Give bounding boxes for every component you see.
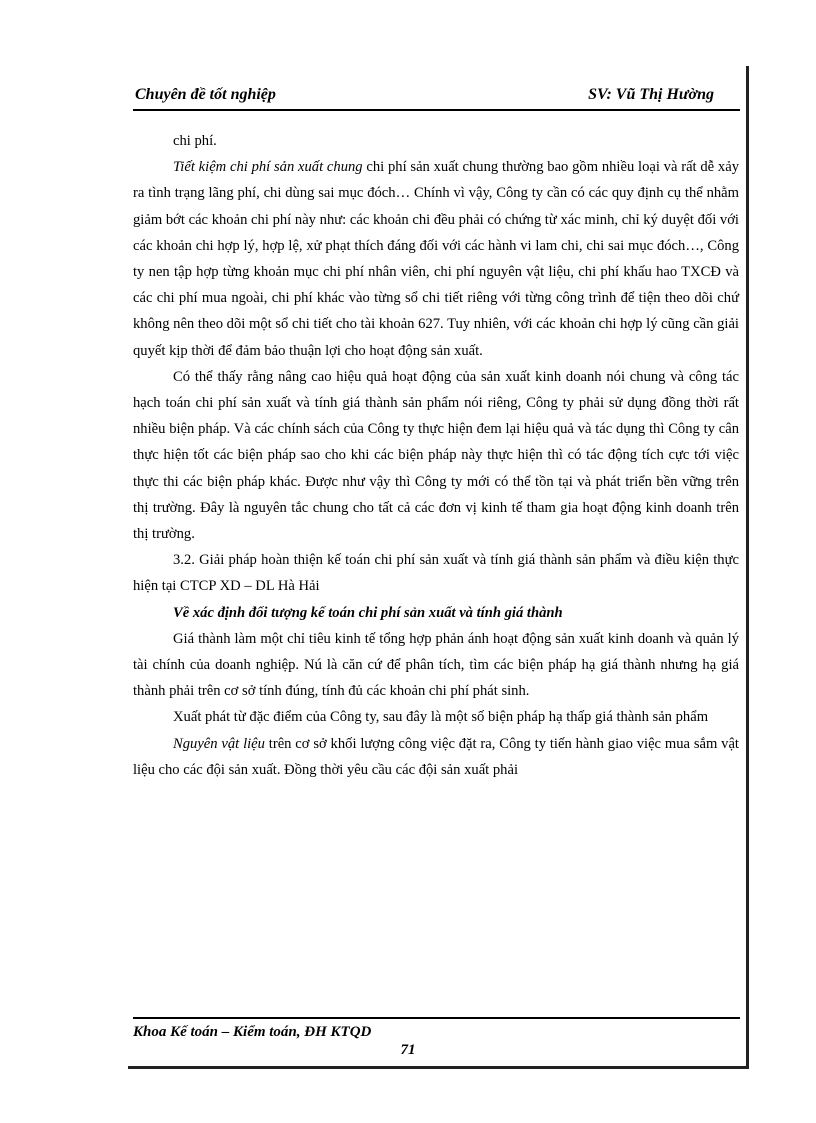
document-body	[133, 128, 739, 783]
subsection-heading: Về xác định đối tượng kế toán chi phí sản xuất và tính giá thành	[173, 604, 563, 621]
paragraph-7	[133, 731, 739, 783]
header-divider	[133, 109, 740, 111]
paragraph-1-emphasis: Tiết kiệm chi phí sản xuất chung	[173, 159, 363, 176]
paragraph-7-emphasis: Nguyên vật liệu	[173, 735, 265, 752]
footer-divider	[133, 1017, 740, 1019]
paragraph-2: Có thể thấy rằng nâng cao hiệu quả hoạt động của sản xuất kinh doanh nói chung và công tác hạch toán chi phí sản xuất và tính giá thành sản phẩm nói riêng, Công ty phải sử dụng đồng thời rất nhiều biện pháp. Và các chính sách của Công ty thực hiện đem lại hiệu quả và tác dụng thì Công ty cân thực hiện tốt các biện pháp sao cho khi các biện pháp này thực hiện thì có tác động tích cực tới việc thực thi các biện pháp khác. Được như vậy thì Công ty mới có thể tồn tại và phát triển bền vững trên thị trường. Đây là nguyên tắc chung cho tất cả các đơn vị kinh tế tham gia hoạt động kinh doanh trên thị trường.	[133, 368, 739, 543]
section-heading-3-2: 3.2. Giải pháp hoàn thiện kế toán chi phí sản xuất và tính giá thành sản phẩm và điều kiện thực hiện tại CTCP XD – DL Hà Hải	[133, 552, 739, 595]
paragraph-6: Xuất phát từ đặc điểm của Công ty, sau đây là một số biện pháp hạ thấp giá thành sản phẩm	[173, 709, 709, 726]
paragraph-5: Giá thành làm một chỉ tiêu kinh tế tổng hợp phản ánh hoạt động sản xuất kinh doanh và quản lý tài chính của doanh nghiệp. Nú là căn cứ để phân tích, tìm các biện pháp hạ giá thành nhưng hạ giá thành phải trên cơ sở tính đúng, tính đủ các khoản chi phí phát sinh.	[133, 630, 739, 700]
page-number: 71	[400, 1042, 416, 1058]
header-document-title: Chuyên đề tốt nghiệp	[135, 86, 276, 103]
header-student-name: SV: Vũ Thị Hường	[588, 86, 714, 103]
footer-faculty: Khoa Kế toán – Kiểm toán, ĐH KTQD	[133, 1024, 372, 1040]
paragraph-1-text: chi phí sản xuất chung thường bao gồm nhiều loại và rất dễ xảy ra tình trạng lãng phí, chi dùng sai mục đóch… Chính vì vậy, Công ty cần có các quy định cụ thể nhằm giảm bớt các khoản chi phí này như: các khoản chi đều phải có chứng từ xác minh, chỉ ký duyệt đối với các khoản chi hợp lý, hợp lệ, xử phạt thích đáng đối với các hành vi lam chi, chi sai mục đóch…, Công ty nen tập hợp từng khoản mục chi phí nhân viên, chi phí nguyên vật liệu, chi phí khấu hao TXCĐ và các chi phí mua ngoài, chi phí khác vào từng sổ chi tiết riêng với từng công trình để tiện theo dõi chứ không nên theo dõi một sổ chi tiết cho tài khoản 627. Tuy nhiên, với các khoản chi hợp lý cũng cần giải quyết kịp thời để đảm bảo thuận lợi cho hoạt động sản xuất.	[133, 159, 739, 359]
page-header	[133, 86, 740, 108]
paragraph-1	[133, 154, 739, 364]
paragraph-7-text: trên cơ sở khối lượng công việc đặt ra, Công ty tiến hành giao việc mua sắm vật liệu cho các đội sản xuất. Đồng thời yêu cầu các đội sản xuất phải	[133, 735, 739, 778]
paragraph-0: chi phí.	[173, 133, 217, 149]
